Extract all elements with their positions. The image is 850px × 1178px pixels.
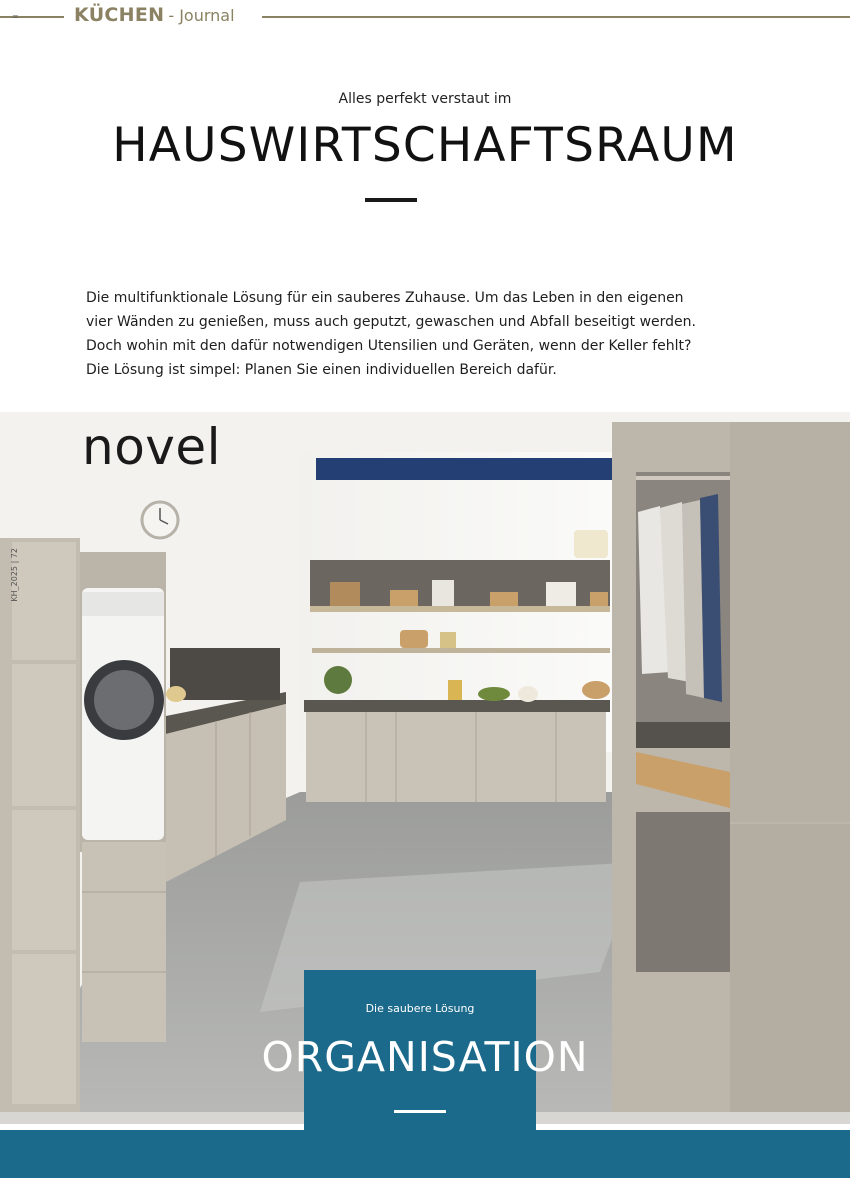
intro-line: vier Wänden zu genießen, muss auch geputzt, gewaschen und Abfall beseitigt werden.	[86, 314, 696, 330]
intro-line: Die Lösung ist simpel: Planen Sie einen individuellen Bereich dafür.	[86, 362, 557, 378]
article-kicker: Alles perfekt verstaut im	[338, 91, 512, 107]
page-side-text: KH_2025 | 72	[10, 548, 19, 602]
article-title: HAUSWIRTSCHAFTSRAUM	[112, 118, 738, 173]
journal-brand	[74, 4, 235, 30]
novel-logo: novel	[82, 418, 222, 476]
header-mark: =	[12, 12, 19, 21]
article-intro	[86, 286, 756, 382]
section-subtitle: Die saubere Lösung	[365, 1002, 475, 1015]
brand-bold: KÜCHEN	[74, 4, 165, 26]
section-title: ORGANISATION	[261, 1033, 589, 1081]
bottom-color-band	[0, 1130, 850, 1178]
header-rule-left	[0, 16, 64, 18]
section-divider	[394, 1110, 446, 1113]
title-divider	[365, 198, 417, 202]
header-rule-right	[262, 16, 850, 18]
intro-line: Die multifunktionale Lösung für ein sauberes Zuhause. Um das Leben in den eigenen	[86, 290, 684, 306]
intro-line: Doch wohin mit den dafür notwendigen Utensilien und Geräten, wenn der Keller fehlt?	[86, 338, 692, 354]
brand-light: - Journal	[168, 6, 235, 25]
